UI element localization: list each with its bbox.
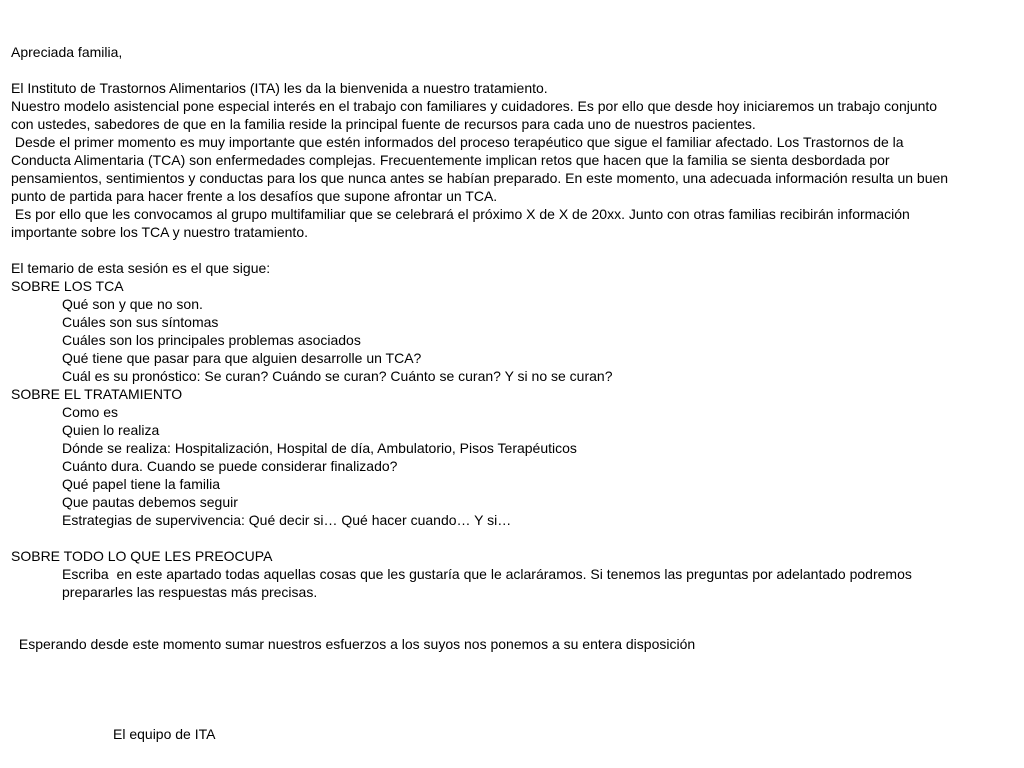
agenda-item: Qué son y que no son. <box>62 296 203 312</box>
intro-line: pensamientos, sentimientos y conductas para los que nunca antes se habían preparado. En este momento, una adecuada información resulta un buen <box>11 170 949 186</box>
agenda-item: Dónde se realiza: Hospitalización, Hospital de día, Ambulatorio, Pisos Terapéuticos <box>62 440 577 456</box>
section-note-line: Escriba en este apartado todas aquellas cosas que les gustaría que le aclaráramos. Si tenemos las preguntas por adelantado podremos <box>62 566 912 582</box>
section-heading-preocupa: SOBRE TODO LO QUE LES PREOCUPA <box>11 548 273 564</box>
spacer <box>11 529 1017 547</box>
section-heading-tratamiento: SOBRE EL TRATAMIENTO <box>11 386 183 402</box>
intro-line: punto de partida para hacer frente a los desafíos que supone afrontar un TCA. <box>11 188 498 204</box>
spacer <box>11 241 1017 259</box>
letter-body <box>11 43 1017 601</box>
signature: El equipo de ITA <box>113 726 216 742</box>
agenda-item: Cuál es su pronóstico: Se curan? Cuándo se curan? Cuánto se curan? Y si no se curan? <box>62 368 613 384</box>
intro-line: con ustedes, sabedores de que en la familia reside la principal fuente de recursos para cada uno de nuestros pacientes. <box>11 116 756 132</box>
section-heading-tca: SOBRE LOS TCA <box>11 278 124 294</box>
intro-line: Nuestro modelo asistencial pone especial interés en el trabajo con familiares y cuidadores. Es por ello que desde hoy iniciaremos un trabajo conjunto <box>11 98 938 114</box>
intro-line: Desde el primer momento es muy importante que estén informados del proceso terapéutico que sigue el familiar afectado. Los Trastornos de la <box>11 134 904 150</box>
agenda-item: Cuáles son los principales problemas asociados <box>62 332 361 348</box>
agenda-item: Que pautas debemos seguir <box>62 494 238 510</box>
intro-line: El Instituto de Trastornos Alimentarios (ITA) les da la bienvenida a nuestro tratamiento. <box>11 80 548 96</box>
agenda-item: Qué papel tiene la familia <box>62 476 220 492</box>
agenda-item: Cuáles son sus síntomas <box>62 314 219 330</box>
agenda-item: Estrategias de supervivencia: Qué decir si… Qué hacer cuando… Y si… <box>62 512 512 528</box>
agenda-item: Como es <box>62 404 119 420</box>
intro-line: Es por ello que les convocamos al grupo multifamiliar que se celebrará el próximo X de X de 20xx. Junto con otras familias recibirán información <box>11 206 910 222</box>
section-note-line: prepararles las respuestas más precisas. <box>62 584 318 600</box>
agenda-intro: El temario de esta sesión es el que sigue: <box>11 260 271 276</box>
agenda-item: Quien lo realiza <box>62 422 160 438</box>
closing-text: Esperando desde este momento sumar nuestros esfuerzos a los suyos nos ponemos a su entera disposición <box>15 636 696 652</box>
agenda-item: Qué tiene que pasar para que alguien desarrolle un TCA? <box>62 350 422 366</box>
agenda-item: Cuánto dura. Cuando se puede considerar finalizado? <box>62 458 398 474</box>
greeting: Apreciada familia, <box>11 44 123 60</box>
intro-line: Conducta Alimentaria (TCA) son enfermedades complejas. Frecuentemente implican retos que hacen que la familia se sienta desbordada por <box>11 152 890 168</box>
intro-line: importante sobre los TCA y nuestro tratamiento. <box>11 224 308 240</box>
spacer <box>11 61 1017 79</box>
